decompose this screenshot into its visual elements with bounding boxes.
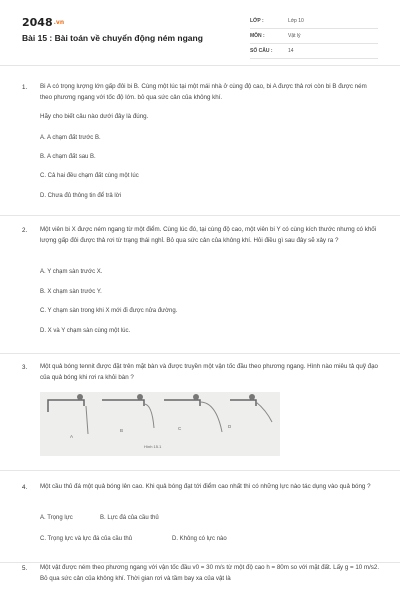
ball-icon — [77, 394, 83, 400]
trajectory-b — [144, 404, 154, 428]
figure-d — [230, 394, 272, 422]
trajectory-a — [86, 406, 88, 434]
meta-row-count — [250, 44, 378, 59]
answer-option-d[interactable]: D. Chưa đủ thông tin để trả lời — [40, 193, 121, 199]
trajectory-d — [256, 402, 272, 422]
question-3 — [0, 354, 400, 471]
question-text: Một viên bi X được ném ngang từ một điểm. Cùng lúc đó, tại cùng độ cao, một viên bi Y có cùng kích thước nhưng có khối lượng gấp đôi được thả rơi từ trạng thái nghỉ. Bỏ qua sức cản của không khí. Hỏi điều gì sau đây sẽ xảy ra ? — [40, 226, 377, 244]
figure-label-b: B — [120, 428, 124, 433]
question-4 — [0, 471, 400, 563]
answer-option-d[interactable]: D. Không có lực nào — [172, 536, 227, 542]
ball-icon — [193, 394, 199, 400]
meta-key: LỚP : — [250, 18, 264, 24]
question-number: 5. — [22, 565, 28, 572]
meta-row-subject — [250, 29, 378, 44]
answer-option-c[interactable]: C. Y chạm sàn trong khi X mới đi được nửa đường. — [40, 308, 178, 314]
meta-key: MÔN : — [250, 33, 265, 39]
logo-suffix: .vn — [53, 19, 65, 26]
answer-option-b[interactable]: B. A chạm đất sau B. — [40, 154, 96, 160]
figure-label-a: A — [70, 434, 74, 439]
figure-b — [102, 394, 154, 428]
lesson-title: Bài 15 : Bài toán về chuyển động ném ngang — [22, 33, 203, 43]
question-number: 4. — [22, 484, 28, 491]
logo-text: 2048 — [22, 16, 53, 29]
meta-key: SỐ CÂU : — [250, 48, 273, 54]
answer-option-c[interactable]: C. Cả hai đều chạm đất cùng một lúc — [40, 173, 139, 179]
answer-option-b[interactable]: B. X chạm sàn trước Y. — [40, 289, 102, 295]
answer-option-a[interactable]: A. Y chạm sàn trước X. — [40, 269, 103, 275]
answer-option-c[interactable]: C. Trọng lực và lực đá của cầu thủ — [40, 536, 133, 542]
ball-icon — [137, 394, 143, 400]
figure-caption: Hình 15.1 — [144, 444, 162, 449]
page-header — [0, 0, 400, 66]
site-logo[interactable] — [22, 16, 64, 29]
figure-c — [164, 394, 222, 432]
question-subtext: Hãy cho biết câu nào dưới đây là đúng. — [40, 113, 149, 120]
question-text: Một vật được ném theo phương ngang với vận tốc đầu v0 = 30 m/s từ một độ cao h = 80m so với mặt đất. Lấy g = 10 m/s2. Bỏ qua sức cản của không khí. Thời gian rơi và tầm bay xa của vật là — [40, 564, 380, 582]
lesson-meta-table — [250, 14, 378, 59]
ball-icon — [249, 394, 255, 400]
meta-row-class — [250, 14, 378, 29]
trajectory-figure — [40, 392, 280, 456]
meta-value: Lớp 10 — [288, 18, 304, 24]
question-5 — [0, 563, 400, 600]
question-2 — [0, 216, 400, 354]
trajectory-diagram — [40, 392, 280, 456]
answer-option-a[interactable]: A. Trọng lực — [40, 515, 73, 521]
question-text: Một quả bóng tennit được đặt trên mặt bàn và được truyền một vận tốc đầu theo phương ngang. Hình nào miêu tả quỹ đạo của quả bóng khi rơi ra khỏi bàn ? — [40, 363, 378, 381]
figure-label-c: C — [178, 426, 182, 431]
answer-option-d[interactable]: D. X và Y chạm sàn cùng một lúc. — [40, 328, 131, 334]
question-text: Bi A có trọng lượng lớn gấp đôi bi B. Cùng một lúc tại một mái nhà ở cùng độ cao, bi A được thả rơi còn bi B được ném theo phương ngang với tốc độ lớn. bỏ qua sức cản của không khí. — [40, 83, 367, 101]
figure-label-d: D — [228, 424, 232, 429]
meta-value: 14 — [288, 48, 294, 54]
question-text: Một cầu thủ đá một quả bóng lên cao. Khi quả bóng đạt tới điểm cao nhất thì có những lực nào tác dụng vào quả bóng ? — [40, 483, 371, 490]
question-number: 3. — [22, 364, 28, 371]
answer-option-a[interactable]: A. A chạm đất trước B. — [40, 135, 101, 141]
figure-a — [48, 394, 88, 434]
question-number: 2. — [22, 227, 28, 234]
answer-option-b[interactable]: B. Lực đá của cầu thủ — [100, 515, 159, 521]
question-1 — [0, 66, 400, 216]
trajectory-c — [200, 402, 222, 432]
question-number: 1. — [22, 84, 28, 91]
meta-value: Vật lý — [288, 33, 301, 39]
